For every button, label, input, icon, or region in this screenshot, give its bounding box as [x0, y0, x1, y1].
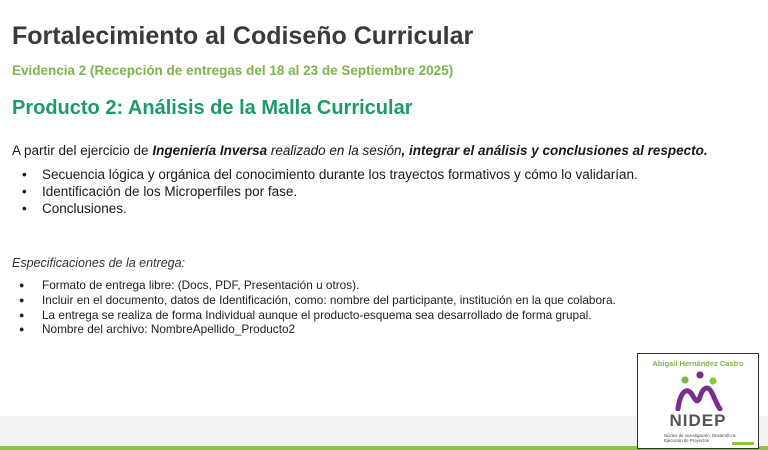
- card-accent-bar: [732, 442, 754, 445]
- intro-text-2: Ingeniería Inversa: [152, 143, 268, 158]
- task-item: • Secuencia lógica y orgánica del conocimiento durante los trayectos formativos y cómo lo validarían.: [12, 166, 638, 183]
- intro-paragraph: [12, 143, 708, 158]
- presenter-card: [637, 353, 759, 449]
- nidep-logo-icon: [674, 371, 724, 411]
- spec-item: ● Nombre del archivo: NombreApellido_Producto2: [12, 322, 616, 337]
- intro-text-4: , integrar el análisis y conclusiones al respecto.: [401, 143, 708, 158]
- task-item: • Identificación de los Microperfiles por fase.: [12, 183, 638, 200]
- intro-text-3: realizado en la sesión: [267, 143, 402, 158]
- page-title: Fortalecimiento al Codiseño Curricular: [12, 22, 474, 50]
- brand-name: NIDEP: [669, 411, 727, 430]
- specs-title: Especificaciones de la entrega:: [12, 256, 186, 270]
- spec-item: ● Formato de entrega libre: (Docs, PDF, Presentación u otros).: [12, 278, 616, 293]
- evidence-subtitle: Evidencia 2 (Recepción de entregas del 18 al 23 de Septiembre 2025): [12, 63, 454, 78]
- task-list: [12, 166, 638, 217]
- presenter-name: Abigail Hernández Castro: [652, 359, 744, 368]
- intro-text-1: A partir del ejercicio de: [12, 143, 153, 158]
- task-item: • Conclusiones.: [12, 200, 638, 217]
- spec-item: ● La entrega se realiza de forma Individual aunque el producto-esquema sea desarrollado de forma grupal.: [12, 308, 616, 323]
- product-heading: Producto 2: Análisis de la Malla Curricular: [12, 97, 413, 119]
- brand-description: Núcleo de Investigación, Desarrollo & Ejecución de Proyectos: [664, 433, 736, 444]
- specs-list: [12, 278, 616, 337]
- spec-item: ● Incluir en el documento, datos de Identificación, como: nombre del participante, institución en la que colabora.: [12, 293, 616, 308]
